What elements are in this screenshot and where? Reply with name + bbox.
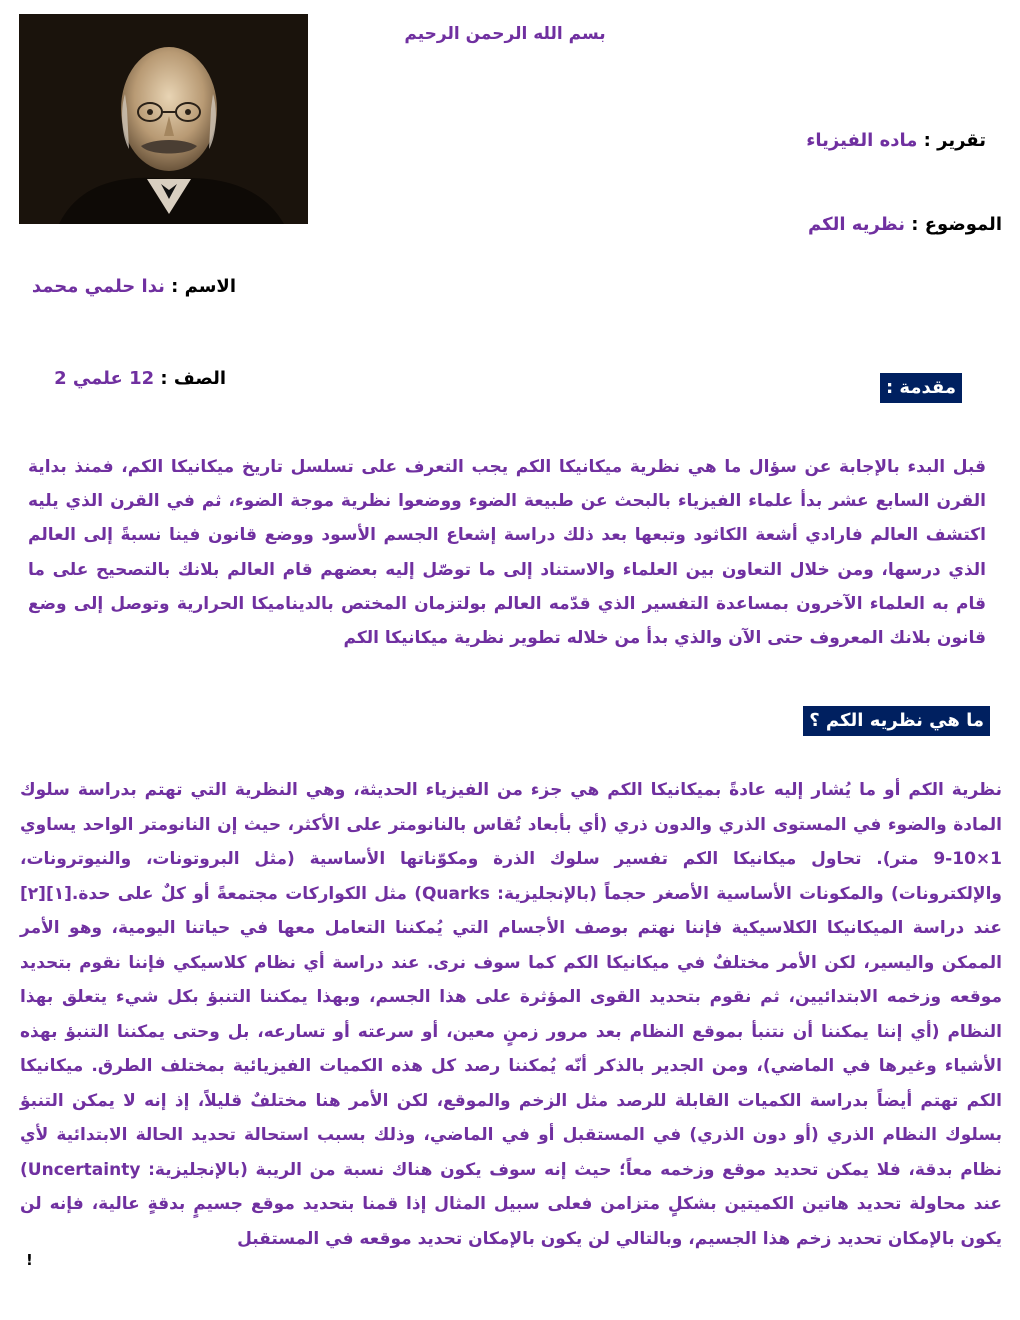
report-row: تقرير : ماده الفيزياء: [806, 130, 986, 151]
student-class-value: 12 علمي 2: [54, 368, 155, 389]
report-value: ماده الفيزياء: [806, 130, 918, 151]
report-label: تقرير: [937, 130, 986, 151]
basmala-heading: بسم الله الرحمن الرحيم: [404, 24, 606, 44]
portrait-illustration: [19, 14, 308, 224]
intro-heading: مقدمة :: [880, 373, 962, 403]
what-is-quantum-heading: ما هي نظريه الكم ؟: [803, 706, 990, 736]
subject-label: الموضوع: [924, 214, 1002, 235]
student-name-value: ندا حلمي محمد: [31, 276, 165, 297]
student-name-label: الاسم: [184, 276, 236, 297]
portrait-photo: [19, 14, 308, 224]
closing-mark: !: [26, 1251, 33, 1269]
subject-value: نظريه الكم: [808, 214, 905, 235]
student-class-label: الصف: [173, 368, 226, 389]
intro-paragraph: قبل البدء بالإجابة عن سؤال ما هي نظرية ميكانيكا الكم يجب التعرف على تسلسل تاريخ ميكانيكا الكم، فمنذ بداية القرن السابع عشر بدأ علماء الفيزياء بالبحث عن طبيعة الضوء ووضعوا نظرية موجة الضوء، ثم في القرن الذي يليه اكتشف العالم فارادي أشعة الكاثود وتبعها بعد ذلك دراسة إشعاع الجسم الأسود ووضع قانون فينا نسبةً إلى العالم الذي درسها، ومن خلال التعاون بين العلماء والاستناد إلى ما توصّل إليه بعضهم قام العالم بلانك بالتصحيح على ما قام به العلماء الآخرون بمساعدة التفسير الذي قدّمه العالم بولتزمان المختص بالديناميكا الحرارية وتوصل إلى وضع قانون بلانك المعروف حتى الآن والذي بدأ من خلاله تطوير نظرية ميكانيكا الكم: [28, 457, 986, 649]
student-name-row: الاسم : ندا حلمي محمد: [31, 276, 236, 297]
subject-row: الموضوع : نظريه الكم: [808, 214, 1002, 235]
quantum-theory-paragraph: نظرية الكم أو ما يُشار إليه عادةً بميكانيكا الكم هي جزء من الفيزياء الحديثة، وهي النظرية التي تهتم بدراسة سلوك المادة والضوء في المستوى الذري والدون ذري (أي بأبعاد تُقاس بالنانومتر على الأكثر، حيث إن النانومتر الواحد يساوي 1×10-9 متر). تحاول ميكانيكا الكم تفسير سلوك الذرة ومكوّناتها الأساسية (مثل البروتونات، والنيوترونات، والإلكترونات) والمكونات الأساسية الأصغر حجماً (بالإنجليزية: Quarks) مثل الكواركات مجتمعةً أو كلٌ على حدة.[١][٢] عند دراسة الميكانيكا الكلاسيكية فإننا نهتم بوصف الأجسام التي يُمكننا التعامل معها في حياتنا اليومية، وهو الأمر الممكن واليسير، لكن الأمر مختلفٌ في ميكانيكا الكم كما سوف نرى. عند دراسة أي نظام كلاسيكي فإننا نقوم بتحديد موقعه وزخمه الابتدائيين، ثم نقوم بتحديد القوى المؤثرة على هذا الجسم، وبهذا يمكننا التنبؤ بكل شيء يتعلق بهذا النظام (أي إننا يمكننا أن نتنبأ بموقع النظام بعد مرور زمنٍ معين، أو سرعته أو تسارعه، بل وحتى يمكننا التنبؤ بهذه الأشياء وغيرها في الماضي)، ومن الجدير بالذكر أنّه يُمكننا رصد كل هذه الكميات الفيزيائية بمختلف الطرق. ميكانيكا الكم تهتم أيضاً بدراسة الكميات القابلة للرصد مثل الزخم والموقع، لكن الأمر هنا مختلفٌ قليلاً، إذ إنه لا يمكن التنبؤ بسلوك النظام الذري (أو دون الذري) في المستقبل أو في الماضي، وذلك بسبب استحالة تحديد الحالة الابتدائية لأي نظام بدقة، فلا يمكن تحديد موقع وزخمه معاً؛ حيث إنه سوف يكون هناك نسبة من الريبة (بالإنجليزية: Uncertainty) عند محاولة تحديد هاتين الكميتين بشكلٍ متزامن فعلى سبيل المثال إذا قمنا بتحديد موقع جسيمٍ بدقةٍ عالية، فإنه لن يكون بالإمكان تحديد زخم هذا الجسيم، وبالتالي لن يكون بالإمكان تحديد موقعه في المستقبل: [20, 780, 1002, 1249]
student-class-row: الصف : 12 علمي 2: [54, 368, 226, 389]
